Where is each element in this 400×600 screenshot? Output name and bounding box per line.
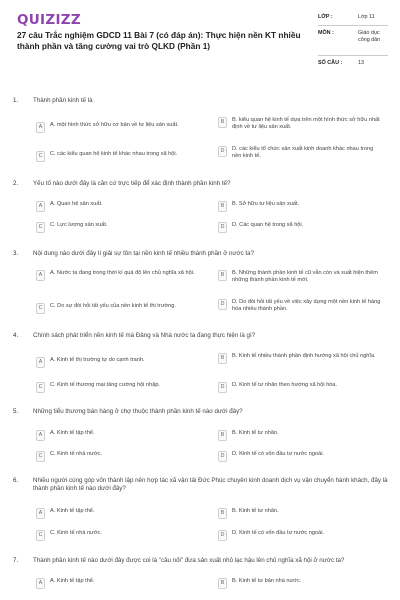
page-header [0, 0, 400, 80]
option-text: C. Lực lượng sản xuất. [50, 222, 108, 228]
count-value: 13 [358, 60, 364, 66]
meta-panel [318, 12, 388, 71]
question-text: Những tiểu thương bán hàng ở chợ thuộc thành phần kinh tế nào dưới đây? [33, 408, 243, 415]
option-text: D. Do đòi hỏi tất yếu về việc xây dựng một nền kinh tế hàng hóa nhiều thành phần. [232, 299, 381, 313]
option-text: B. kiểu quan hệ kinh tế dựa trên một hình thức sở hữu nhất định về tư liệu sản xuất. [232, 117, 380, 131]
option-letter: B [218, 117, 227, 128]
option-letter: D [218, 530, 227, 541]
question-number: 7. [13, 557, 19, 564]
option-text: A. Kinh tế tập thể. [50, 430, 95, 436]
option-text: C. Kinh tế thương mại tăng cường hội nhập. [50, 382, 160, 388]
question-number: 3. [13, 250, 19, 257]
subject-value: Giáo dục công dân [358, 30, 381, 43]
option-letter: A [36, 270, 45, 281]
option-text: D. các kiểu tổ chức sản xuất kinh doanh khác nhau trong nền kinh tế. [232, 146, 374, 160]
meta-count [318, 58, 388, 71]
option-text: C. Kinh tế nhà nước. [50, 530, 102, 536]
option-letter: A [36, 201, 45, 212]
option-letter: D [218, 451, 227, 462]
grade-label: LỚP : [318, 14, 333, 20]
question-text: Nhiều người cùng góp vốn thành lập nên hợp tác xã vận tải Đức Phúc chuyên kinh doanh dịch vụ vận chuyển hành khách, đây là thành phần kinh tế nào dưới đây? [33, 477, 388, 493]
option-letter: B [218, 578, 227, 589]
grade-value: Lớp 11 [358, 14, 375, 20]
quizizz-logo: QUIZIZZ [17, 12, 81, 28]
question-text: Thành phần kinh tế là [33, 97, 93, 104]
option-letter: A [36, 508, 45, 519]
option-text: D. Kinh tế tư nhân theo hướng xã hội hóa. [232, 382, 338, 388]
option-letter: C [36, 303, 45, 314]
option-text: C. Do sự đòi hỏi tất yếu của nền kinh tế thị trường. [50, 303, 176, 309]
option-text: B. Kinh tế tư nhân. [232, 508, 279, 514]
option-letter: B [218, 270, 227, 281]
option-letter: A [36, 357, 45, 368]
option-text: B. Những thành phần kinh tế cũ vẫn còn và xuất hiện thêm những thành phần kinh tế mới. [232, 270, 378, 284]
option-letter: D [218, 299, 227, 310]
option-letter: D [218, 222, 227, 233]
question-number: 5. [13, 408, 19, 415]
option-letter: B [218, 508, 227, 519]
option-text: C. Kinh tế nhà nước. [50, 451, 102, 457]
option-letter: C [36, 222, 45, 233]
option-letter: C [36, 451, 45, 462]
question-text: Yếu tố nào dưới đây là căn cứ trực tiếp để xác định thành phần kinh tế? [33, 180, 231, 187]
option-text: D. Kinh tế có vốn đầu tư nước ngoài. [232, 530, 325, 536]
option-letter: D [218, 382, 227, 393]
option-text: B. Kinh tế tư bản nhà nước. [232, 578, 302, 584]
option-text: A. Kinh tế thị trường tự do cạnh tranh. [50, 357, 145, 363]
meta-subject [318, 28, 388, 56]
subject-label: MÔN : [318, 30, 334, 36]
page-title: 27 câu Trắc nghiệm GDCD 11 Bài 7 (có đáp án): Thực hiện nền KT nhiều thành phần và tăng cường vai trò QLKD (Phần 1) [17, 30, 301, 51]
option-letter: C [36, 151, 45, 162]
option-text: B. Sở hữu tư liệu sản xuất. [232, 201, 300, 207]
question-number: 6. [13, 477, 19, 484]
option-text: A. Kinh tế tập thể. [50, 508, 95, 514]
option-letter: C [36, 382, 45, 393]
option-letter: A [36, 578, 45, 589]
option-text: A. Quan hệ sản xuất. [50, 201, 103, 207]
option-letter: B [218, 430, 227, 441]
option-text: B. Kinh tế tư nhân. [232, 430, 279, 436]
question-text: Thành phần kinh tế nào dưới đây được coi là "cầu nối" đưa sản xuất nhỏ lạc hậu lên chủ nghĩa xã hội ở nước ta? [33, 557, 345, 564]
question-text: Chính sách phát triển nền kinh tế mà Đảng và Nhà nước ta đang thực hiện là gì? [33, 332, 256, 339]
option-letter: B [218, 201, 227, 212]
option-letter: B [218, 353, 227, 364]
option-text: B. Kinh tế nhiều thành phần định hướng xã hội chủ nghĩa. [232, 353, 376, 359]
option-text: D. Kinh tế có vốn đầu tư nước ngoài. [232, 451, 325, 457]
option-letter: A [36, 122, 45, 133]
count-label: SỐ CÂU : [318, 60, 343, 66]
question-number: 4. [13, 332, 19, 339]
option-text: C. các kiểu quan hệ kinh tế khác nhau trong xã hội. [50, 151, 178, 157]
option-text: A. Kinh tế tập thể. [50, 578, 95, 584]
option-letter: D [218, 146, 227, 157]
question-number: 1. [13, 97, 19, 104]
meta-grade [318, 12, 388, 26]
option-letter: A [36, 430, 45, 441]
option-text: A. Nước ta đang trong thời kì quá độ lên chủ nghĩa xã hội. [50, 270, 195, 276]
question-text: Nội dung nào dưới đây lí giải sự tồn tại nền kinh tế nhiều thành phần ở nước ta? [33, 250, 255, 257]
option-text: D. Các quan hệ trong xã hội. [232, 222, 304, 228]
question-number: 2. [13, 180, 19, 187]
option-letter: C [36, 530, 45, 541]
option-text: A. một hình thức sở hữu cơ bản về tư liệu sản xuất. [50, 122, 179, 128]
